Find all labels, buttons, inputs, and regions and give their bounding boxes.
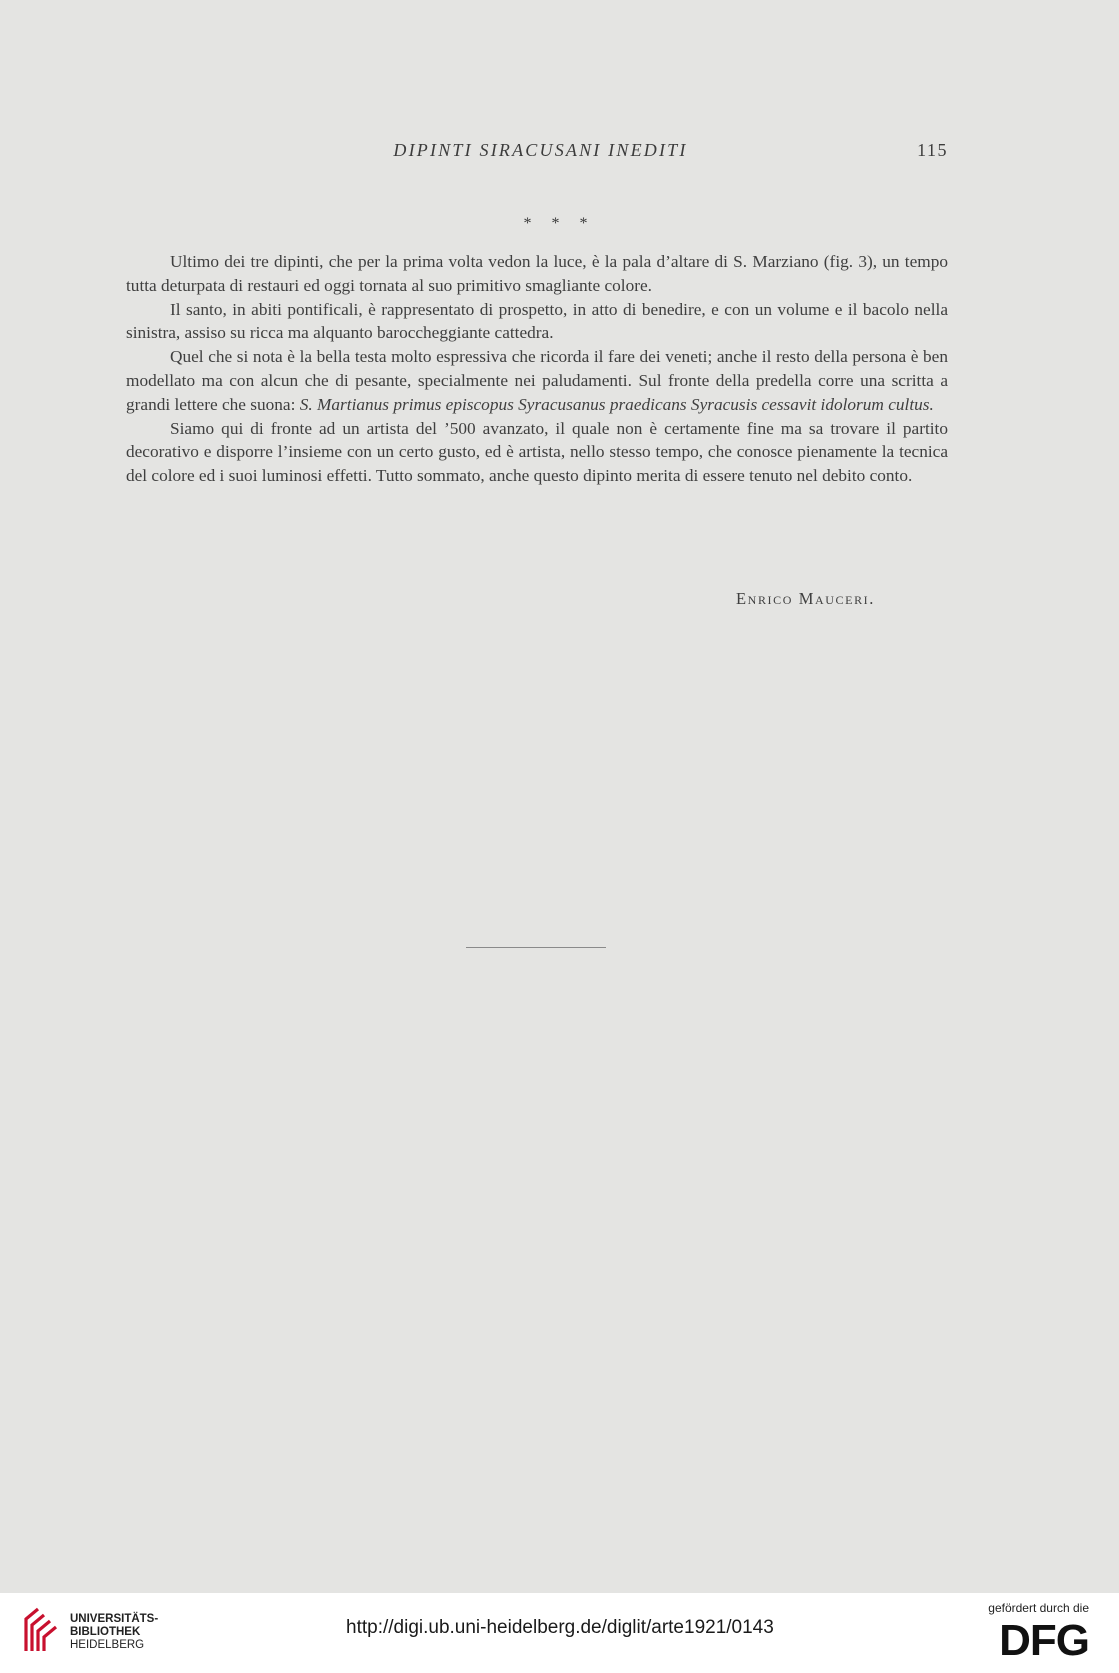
- library-name: [70, 1613, 158, 1652]
- end-rule: [466, 947, 606, 948]
- permalink-url[interactable]: http://digi.ub.uni-heidelberg.de/diglit/arte1921/0143: [346, 1617, 774, 1638]
- author-signature: Enrico Mauceri.: [736, 589, 876, 608]
- running-title: DIPINTI SIRACUSANI INEDITI: [393, 140, 688, 160]
- latin-inscription: S. Martianus primus episcopus Syracusanus praedicans Syracusis cessavit idolorum cultus.: [299, 394, 934, 414]
- dfg-logo: DFG: [999, 1616, 1089, 1665]
- digitization-footer: [0, 1593, 1119, 1673]
- page-header: [133, 140, 948, 166]
- paragraph-1: Ultimo dei tre dipinti, che per la prima volta vedon la luce, è la pala d’altare di S. Marziano (fig. 3), un tempo tutta deturpata di restauri ed oggi tornata al suo primitivo smagliante colore.: [126, 252, 948, 295]
- library-name-line-3: HEIDELBERG: [70, 1639, 145, 1651]
- paragraph-4: Siamo qui di fronte ad un artista del ’500 avanzato, il quale non è certamente fine ma sa trovare il partito decorativo e disporre l’insieme con un certo gusto, ed è artista, nello stesso tempo, che conosce pienamente la tecnica del colore ed i suoi luminosi effetti. Tutto sommato, anche questo dipinto merita di essere tenuto nel debito conto.: [126, 418, 948, 486]
- paragraph-3-text: Quel che si nota è la bella testa molto espressiva che ricorda il fare dei veneti; anche il resto della persona è ben modellato ma con alcun che di pesante, specialmente nei paludamenti. Sul fronte della predella corre una scritta a grandi lettere che suona:: [126, 347, 948, 414]
- page-number: 115: [917, 140, 948, 160]
- section-asterism: * * *: [523, 215, 596, 232]
- funding-caption: gefördert durch die: [988, 1601, 1089, 1615]
- library-name-line-1: UNIVERSITÄTS-: [70, 1613, 159, 1625]
- article-body: [126, 250, 948, 488]
- university-library-logo-icon: [18, 1605, 64, 1655]
- library-name-line-2: BIBLIOTHEK: [70, 1626, 141, 1638]
- paragraph-2: Il santo, in abiti pontificali, è rappresentato di prospetto, in atto di benedire, e con un volume e il bacolo nella sinistra, assiso su ricca ma alquanto baroccheggiante cattedra.: [126, 299, 948, 343]
- paragraph-3: [126, 345, 948, 416]
